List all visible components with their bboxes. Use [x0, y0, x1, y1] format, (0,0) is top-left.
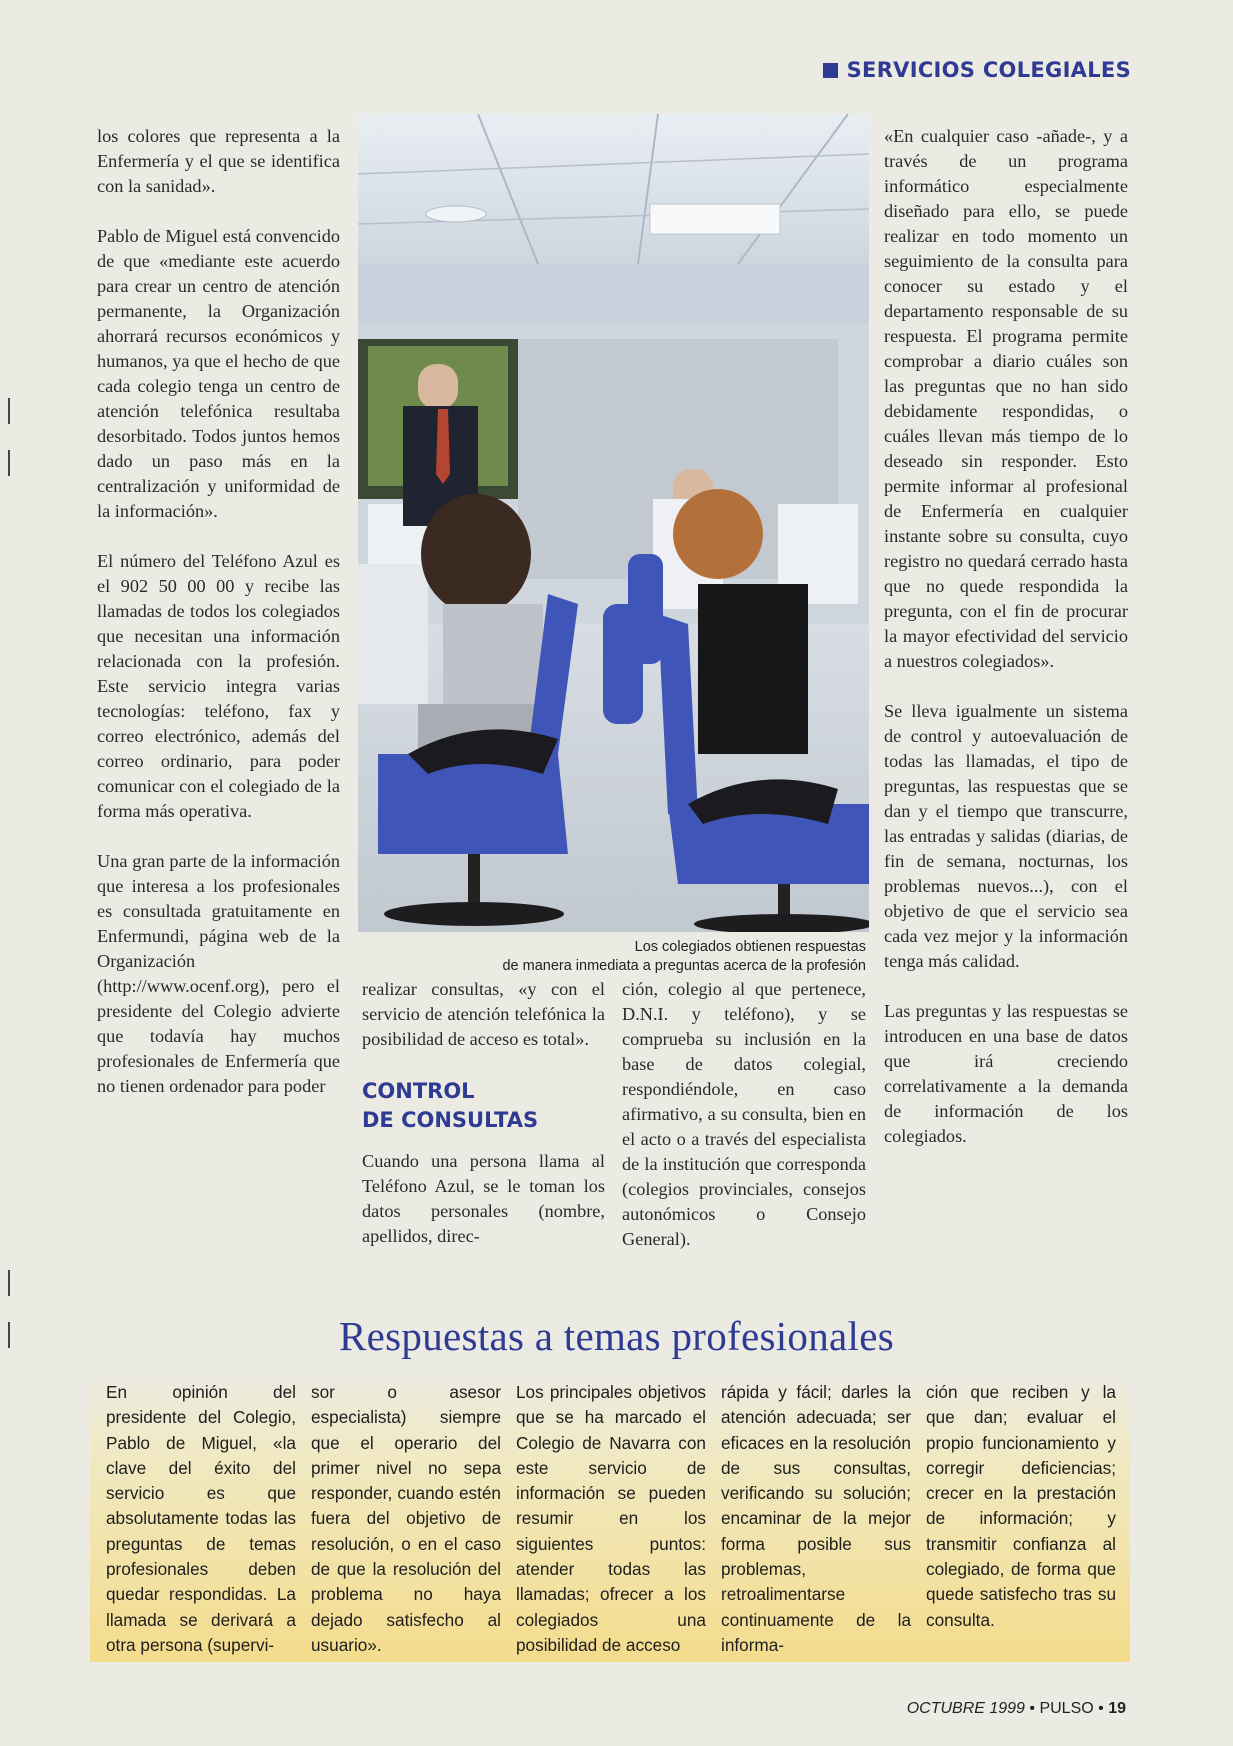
paragraph: Cuando una persona llama al Teléfono Azul, se le toman los datos personales (nombre, apellidos, direc- [362, 1151, 605, 1246]
margin-mark [8, 398, 10, 424]
sidebar-column-2: sor o asesor especialista) siempre que el operario del primer nivel no sepa responder, cuando estén fuera del objetivo de resolución, o en el caso de que la resolución del problema no haya dejado satisfecho al usuario». [311, 1382, 501, 1655]
article-column-3 [622, 977, 866, 1252]
paragraph: ción, colegio al que pertenece, D.N.I. y teléfono), y se comprueba su inclusión en la base de datos colegial, respondiéndole, en caso afirmativo, a su consulta, bien en el acto o a través del especialista de la institución que corresponda (colegios provinciales, consejos autonómicos o Consejo General). [622, 979, 866, 1249]
article-column-1 [97, 124, 340, 1099]
section-title: SERVICIOS COLEGIALES [846, 58, 1131, 82]
sidebar-column-1: En opinión del presidente del Colegio, Pablo de Miguel, «la clave del éxito del servicio es que absolutamente todas las preguntas de temas profesionales deben quedar respondidas. La llamada se derivará a otra persona (supervi- [106, 1382, 296, 1655]
page-footer [907, 1700, 1126, 1718]
sidebar-column-5: ción que reciben y la que dan; evaluar el propio funcionamiento y corregir deficiencias; crecer en la prestación de información; y transmitir confianza al colegiado, de forma que quede satisfecho tras su consulta. [926, 1382, 1116, 1630]
bullet-separator: • [1098, 1700, 1109, 1717]
paragraph: realizar consultas, «y con el servicio de atención telefónica la posibilidad de acceso es total». [362, 979, 605, 1049]
call-center-photo [358, 114, 869, 932]
margin-mark [8, 450, 10, 476]
paragraph: Se lleva igualmente un sistema de control y autoevaluación de todas las llamadas, el tipo de preguntas, las respuestas que se dan y el tiempo que transcurre, las entradas y salidas (diarias, de fin de semana, nocturnas, los problemas nuevos...), con el objetivo de que el servicio sea cada vez mejor y la información tenga más calidad. [884, 701, 1128, 971]
sidebar-column-3: Los principales objetivos que se ha marcado el Colegio de Navarra con este servicio de información se pueden resumir en los siguientes puntos: atender todas las llamadas; ofrecer a los colegiados una posibilidad de acceso [516, 1382, 706, 1655]
caption-line: Los colegiados obtienen respuestas [634, 939, 866, 955]
paragraph: El número del Teléfono Azul es el 902 50 00 00 y recibe las llamadas de todos los colegiados que necesitan una información relacionada con la profesión. Este servicio integra varias tecnologías: teléfono, fax y correo electrónico, además del correo ordinario, para poder comunicar con el colegiado de la forma más operativa. [97, 551, 340, 821]
sidebar-column-4: rápida y fácil; darles la atención adecuada; ser eficaces en la resolución de sus consultas, verificando su solución; encaminar de la mejor forma posible sus problemas, retroalimentarse continuamente de la informa- [721, 1382, 911, 1655]
subheading-line: DE CONSULTAS [362, 1108, 539, 1132]
sidebar-title: Respuestas a temas profesionales [339, 1313, 894, 1359]
paragraph: los colores que representa a la Enfermería y el que se identifica con la sanidad». [97, 126, 340, 196]
photo-caption [358, 938, 866, 976]
paragraph: «En cualquier caso -añade-, y a través de un programa informático especialmente diseñado para ello, se puede realizar en todo momento un seguimiento de la consulta para conocer su estado y el departamento responsable de su respuesta. El programa permite comprobar a diario cuáles son las preguntas que no han sido debidamente respondidas, o cuáles llevan más tiempo de lo deseado sin responder. Esto permite informar al profesional de Enfermería en cualquier instante sobre su consulta, cuyo registro no quedará cerrado hasta que no quede respondida la pregunta, con el fin de procurar la mayor efectividad del servicio a nuestros colegiados». [884, 126, 1128, 671]
footer-magazine: PULSO [1039, 1700, 1094, 1717]
subheading-line: CONTROL [362, 1079, 475, 1103]
paragraph: Una gran parte de la información que interesa a los profesionales es consultada gratuitamente en Enfermundi, página web de la Organización (http://www.ocenf.org), pero el presidente del Colegio advierte que todavía hay muchos profesionales de Enfermería que no tienen ordenador para poder [97, 851, 340, 1096]
square-bullet-icon [823, 63, 838, 78]
paragraph: Las preguntas y las respuestas se introducen en una base de datos que irá creciendo correlativamente a la demanda de información de los colegiados. [884, 1001, 1128, 1146]
margin-mark [8, 1270, 10, 1296]
bullet-separator: • [1029, 1700, 1040, 1717]
footer-date: OCTUBRE 1999 [906, 1700, 1025, 1717]
section-header [823, 58, 1131, 82]
paragraph: Pablo de Miguel está convencido de que «mediante este acuerdo para crear un centro de atención permanente, la Organización ahorrará recursos económicos y humanos, ya que el hecho de que cada colegio tenga un centro de atención telefónica resultaba desorbitado. Todos juntos hemos dado un paso más en la centralización y uniformidad de la información». [97, 226, 340, 521]
subheading [362, 1077, 605, 1135]
article-column-4 [884, 124, 1128, 1149]
article-column-2 [362, 977, 605, 1249]
page-number: 19 [1108, 1700, 1126, 1717]
caption-line: de manera inmediata a preguntas acerca de la profesión [502, 958, 866, 974]
